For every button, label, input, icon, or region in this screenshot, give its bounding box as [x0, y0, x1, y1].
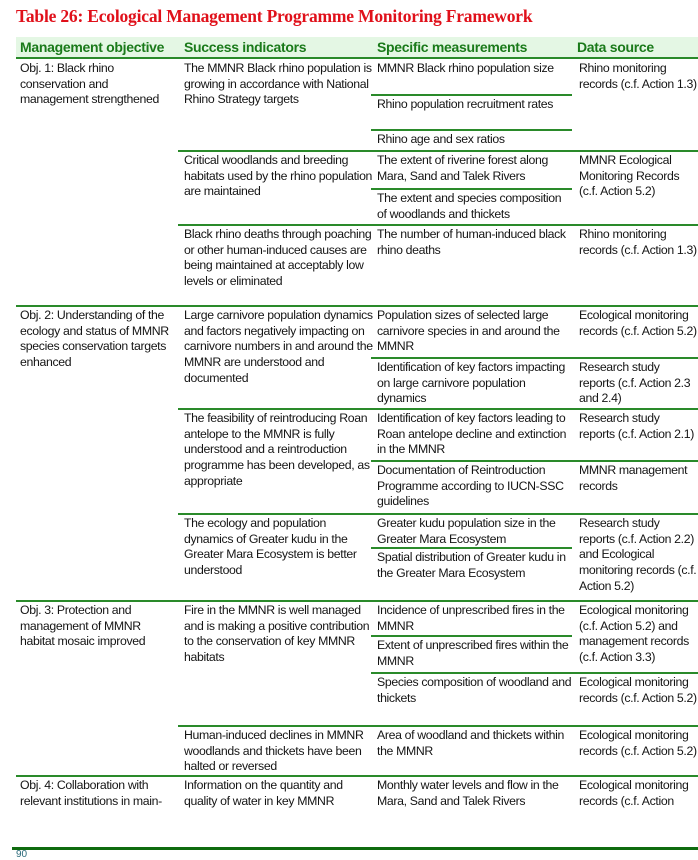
- source-1-3: Rhino monitoring records (c.f. Action 1.3): [579, 227, 697, 257]
- header-data-source: Data source: [577, 39, 654, 55]
- source-2-1-1: Ecological monitoring records (c.f. Action 5.2): [579, 308, 697, 338]
- measurement-2-1-1: Population sizes of selected large carnivore species in and around the MMNR: [377, 308, 560, 354]
- row-rule: [178, 224, 698, 226]
- source-4-1: Ecological monitoring records (c.f. Action: [579, 778, 689, 808]
- row-rule: [371, 672, 698, 674]
- source-2-2-1: Research study reports (c.f. Action 2.1): [579, 411, 694, 441]
- table-header: [16, 37, 698, 58]
- header-success-indicators: Success indicators: [184, 39, 307, 55]
- page-footer-rule: [12, 847, 698, 850]
- measurement-3-1-2: Extent of unprescribed fires within the MMNR: [377, 638, 569, 668]
- measurement-1-2-1: The extent of riverine forest along Mara, Sand and Talek Rivers: [377, 153, 548, 183]
- source-3-1-2: Ecological monitoring records (c.f. Action 5.2): [579, 675, 697, 705]
- source-1-1: Rhino monitoring records (c.f. Action 1.3): [579, 61, 697, 91]
- source-2-1-2: Research study reports (c.f. Action 2.3 and 2.4): [579, 360, 691, 406]
- measurement-2-2-1: Identification of key factors leading to Roan antelope decline and extinction in the MMNR: [377, 411, 567, 457]
- measurement-1-1-3: Rhino age and sex ratios: [377, 132, 505, 146]
- source-1-2: MMNR Ecological Monitoring Records (c.f. Action 5.2): [579, 153, 680, 199]
- row-rule: [178, 408, 698, 410]
- indicator-4-1: Information on the quantity and quality of water in key MMNR: [184, 778, 343, 808]
- indicator-2-2: The feasibility of reintroducing Roan antelope to the MMNR is fully understood and a reintroduction programme has been developed, as appropriate: [184, 411, 370, 488]
- indicator-1-1: The MMNR Black rhino population is growing in accordance with National Rhino Strategy targets: [184, 61, 372, 107]
- source-2-2-2: MMNR management records: [579, 463, 688, 493]
- row-rule: [178, 725, 698, 727]
- source-2-3: Research study reports (c.f. Action 2.2) and Ecological monitoring records (c.f. Action 5.2): [579, 516, 697, 593]
- table-title: Table 26: Ecological Management Programme Monitoring Framework: [16, 6, 533, 26]
- measurement-1-2-2: The extent and species composition of woodlands and thickets: [377, 191, 562, 221]
- objective-rule: [16, 775, 698, 777]
- indicator-3-1: Fire in the MMNR is well managed and is making a positive contribution to the conservation of key MMNR habitats: [184, 603, 370, 665]
- row-rule: [371, 188, 572, 190]
- objective-rule: [16, 305, 698, 307]
- objective-3: Obj. 3: Protection and management of MMNR habitat mosaic improved: [20, 603, 146, 649]
- objective-rule: [16, 600, 698, 602]
- measurement-2-3-1: Greater kudu population size in the Greater Mara Ecosystem: [377, 516, 556, 546]
- row-rule: [371, 635, 572, 637]
- objective-2: Obj. 2: Understanding of the ecology and status of MMNR species conservation targets enhanced: [20, 308, 169, 370]
- row-rule: [371, 129, 572, 131]
- row-rule: [371, 94, 572, 96]
- indicator-2-3: The ecology and population dynamics of Greater kudu in the Greater Mara Ecosystem is better understood: [184, 516, 357, 578]
- objective-4: Obj. 4: Collaboration with relevant institutions in main-: [20, 778, 162, 808]
- measurement-1-1-2: Rhino population recruitment rates: [377, 97, 554, 111]
- source-3-2: Ecological monitoring records (c.f. Action 5.2): [579, 728, 697, 758]
- measurement-2-1-2: Identification of key factors impacting on large carnivore population dynamics: [377, 360, 565, 406]
- measurement-1-3-1: The number of human-induced black rhino deaths: [377, 227, 566, 257]
- measurement-4-1-1: Monthly water levels and flow in the Mara, Sand and Talek Rivers: [377, 778, 559, 808]
- row-rule: [178, 513, 698, 515]
- header-specific-measurements: Specific measurements: [377, 39, 528, 55]
- measurement-3-2-1: Area of woodland and thickets within the MMNR: [377, 728, 565, 758]
- row-rule: [371, 547, 572, 549]
- measurement-2-2-2: Documentation of Reintroduction Programme according to IUCN-SSC guidelines: [377, 463, 564, 509]
- measurement-3-1-1: Incidence of unprescribed fires in the MMNR: [377, 603, 565, 633]
- measurement-2-3-2: Spatial distribution of Greater kudu in the Greater Mara Ecosystem: [377, 550, 566, 580]
- page-number: 90: [16, 849, 28, 860]
- row-rule: [371, 460, 698, 462]
- measurement-1-1-1: MMNR Black rhino population size: [377, 61, 554, 75]
- indicator-2-1: Large carnivore population dynamics and factors negatively impacting on carnivore numbers in and around the MMNR are understood and documented: [184, 308, 373, 385]
- source-3-1-1: Ecological monitoring (c.f. Action 5.2) and management records (c.f. Action 3.3): [579, 603, 689, 665]
- measurement-3-1-3: Species composition of woodland and thickets: [377, 675, 572, 705]
- indicator-3-2: Human-induced declines in MMNR woodlands and thickets have been halted or reversed: [184, 728, 364, 774]
- indicator-1-2: Critical woodlands and breeding habitats used by the rhino population are maintained: [184, 153, 373, 199]
- row-rule: [178, 150, 698, 152]
- row-rule: [371, 357, 698, 359]
- header-management-objective: Management objective: [20, 39, 165, 55]
- indicator-1-3: Black rhino deaths through poaching or other human-induced causes are being maintained at acceptably low levels or eliminated: [184, 227, 372, 289]
- header-rule: [16, 57, 698, 59]
- objective-1: Obj. 1: Black rhino conservation and management strengthened: [20, 61, 159, 107]
